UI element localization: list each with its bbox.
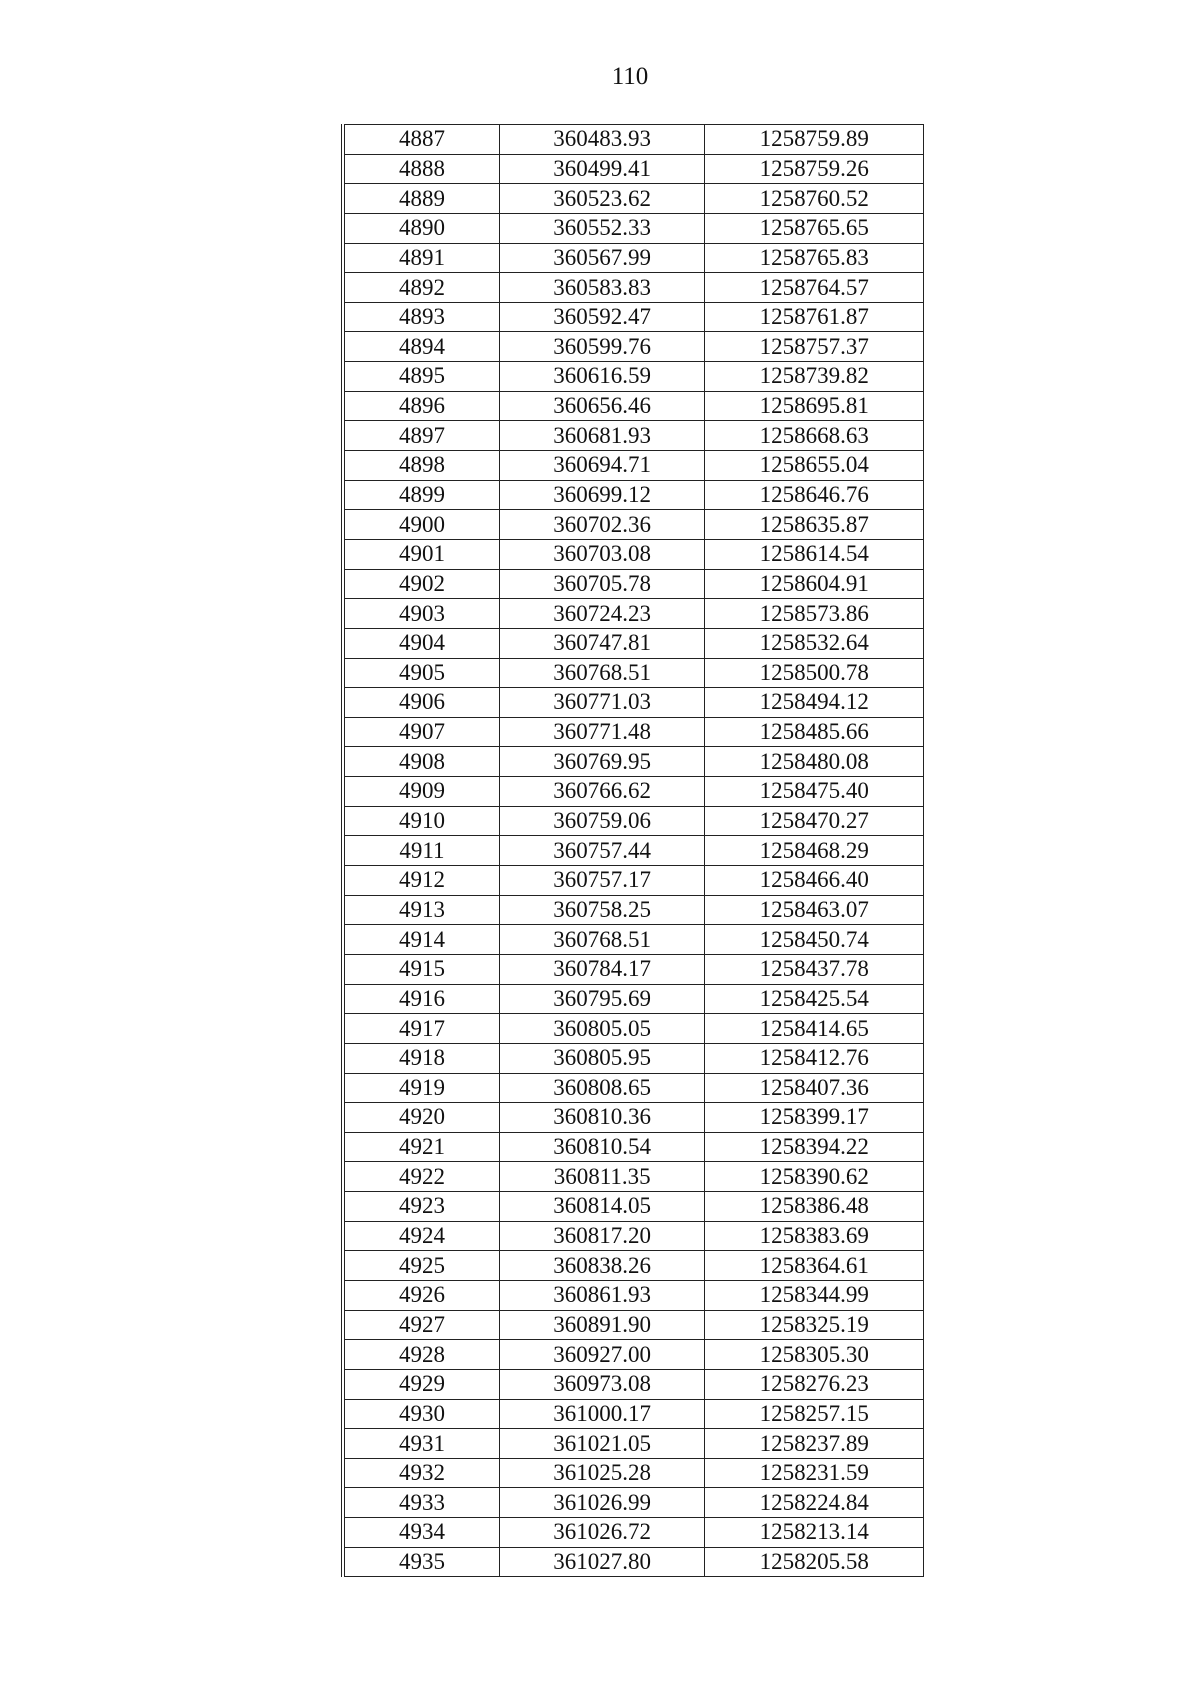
table-row xyxy=(343,777,924,807)
y-coordinate-cell: 1258325.19 xyxy=(705,1310,924,1340)
table-row xyxy=(343,421,924,451)
table-row xyxy=(343,1547,924,1577)
y-coordinate-cell: 1258765.83 xyxy=(705,243,924,273)
y-coordinate-cell: 1258764.57 xyxy=(705,273,924,303)
x-coordinate-cell: 360599.76 xyxy=(499,332,705,362)
table-row xyxy=(343,302,924,332)
x-coordinate-cell: 360771.03 xyxy=(499,688,705,718)
point-number-cell: 4905 xyxy=(343,658,499,688)
coordinates-table xyxy=(341,124,924,1577)
table-row xyxy=(343,1310,924,1340)
point-number-cell: 4904 xyxy=(343,628,499,658)
table-row xyxy=(343,954,924,984)
table-row xyxy=(343,184,924,214)
point-number-cell: 4908 xyxy=(343,747,499,777)
x-coordinate-cell: 360768.51 xyxy=(499,925,705,955)
x-coordinate-cell: 360771.48 xyxy=(499,717,705,747)
x-coordinate-cell: 360705.78 xyxy=(499,569,705,599)
x-coordinate-cell: 360699.12 xyxy=(499,480,705,510)
table-row xyxy=(343,747,924,777)
y-coordinate-cell: 1258450.74 xyxy=(705,925,924,955)
x-coordinate-cell: 360694.71 xyxy=(499,451,705,481)
y-coordinate-cell: 1258759.89 xyxy=(705,125,924,155)
table-row xyxy=(343,510,924,540)
x-coordinate-cell: 360768.51 xyxy=(499,658,705,688)
point-number-cell: 4893 xyxy=(343,302,499,332)
point-number-cell: 4907 xyxy=(343,717,499,747)
y-coordinate-cell: 1258224.84 xyxy=(705,1488,924,1518)
x-coordinate-cell: 360758.25 xyxy=(499,895,705,925)
y-coordinate-cell: 1258604.91 xyxy=(705,569,924,599)
point-number-cell: 4896 xyxy=(343,391,499,421)
y-coordinate-cell: 1258394.22 xyxy=(705,1132,924,1162)
y-coordinate-cell: 1258468.29 xyxy=(705,836,924,866)
x-coordinate-cell: 360861.93 xyxy=(499,1280,705,1310)
x-coordinate-cell: 360616.59 xyxy=(499,362,705,392)
table-row xyxy=(343,806,924,836)
y-coordinate-cell: 1258237.89 xyxy=(705,1429,924,1459)
table-row xyxy=(343,688,924,718)
y-coordinate-cell: 1258532.64 xyxy=(705,628,924,658)
point-number-cell: 4900 xyxy=(343,510,499,540)
y-coordinate-cell: 1258305.30 xyxy=(705,1340,924,1370)
table-row xyxy=(343,866,924,896)
x-coordinate-cell: 361026.72 xyxy=(499,1518,705,1548)
y-coordinate-cell: 1258646.76 xyxy=(705,480,924,510)
y-coordinate-cell: 1258386.48 xyxy=(705,1192,924,1222)
y-coordinate-cell: 1258695.81 xyxy=(705,391,924,421)
x-coordinate-cell: 361027.80 xyxy=(499,1547,705,1577)
point-number-cell: 4922 xyxy=(343,1162,499,1192)
y-coordinate-cell: 1258390.62 xyxy=(705,1162,924,1192)
y-coordinate-cell: 1258407.36 xyxy=(705,1073,924,1103)
point-number-cell: 4930 xyxy=(343,1399,499,1429)
x-coordinate-cell: 360592.47 xyxy=(499,302,705,332)
point-number-cell: 4902 xyxy=(343,569,499,599)
y-coordinate-cell: 1258573.86 xyxy=(705,599,924,629)
point-number-cell: 4912 xyxy=(343,866,499,896)
x-coordinate-cell: 360757.44 xyxy=(499,836,705,866)
y-coordinate-cell: 1258614.54 xyxy=(705,539,924,569)
table-row xyxy=(343,925,924,955)
point-number-cell: 4892 xyxy=(343,273,499,303)
y-coordinate-cell: 1258344.99 xyxy=(705,1280,924,1310)
point-number-cell: 4928 xyxy=(343,1340,499,1370)
x-coordinate-cell: 360681.93 xyxy=(499,421,705,451)
table-row xyxy=(343,1251,924,1281)
x-coordinate-cell: 360817.20 xyxy=(499,1221,705,1251)
table-row xyxy=(343,1014,924,1044)
point-number-cell: 4909 xyxy=(343,777,499,807)
table-row xyxy=(343,539,924,569)
y-coordinate-cell: 1258635.87 xyxy=(705,510,924,540)
x-coordinate-cell: 360795.69 xyxy=(499,984,705,1014)
y-coordinate-cell: 1258276.23 xyxy=(705,1369,924,1399)
x-coordinate-cell: 360810.54 xyxy=(499,1132,705,1162)
point-number-cell: 4925 xyxy=(343,1251,499,1281)
page-number: 110 xyxy=(611,63,649,90)
x-coordinate-cell: 360805.05 xyxy=(499,1014,705,1044)
x-coordinate-cell: 360810.36 xyxy=(499,1103,705,1133)
point-number-cell: 4917 xyxy=(343,1014,499,1044)
table-row xyxy=(343,243,924,273)
y-coordinate-cell: 1258500.78 xyxy=(705,658,924,688)
x-coordinate-cell: 360523.62 xyxy=(499,184,705,214)
point-number-cell: 4906 xyxy=(343,688,499,718)
table-row xyxy=(343,213,924,243)
table-row xyxy=(343,836,924,866)
point-number-cell: 4888 xyxy=(343,154,499,184)
x-coordinate-cell: 360499.41 xyxy=(499,154,705,184)
x-coordinate-cell: 360724.23 xyxy=(499,599,705,629)
x-coordinate-cell: 360552.33 xyxy=(499,213,705,243)
table-row xyxy=(343,451,924,481)
point-number-cell: 4897 xyxy=(343,421,499,451)
table-row xyxy=(343,1458,924,1488)
table-row xyxy=(343,1221,924,1251)
x-coordinate-cell: 360891.90 xyxy=(499,1310,705,1340)
y-coordinate-cell: 1258205.58 xyxy=(705,1547,924,1577)
y-coordinate-cell: 1258412.76 xyxy=(705,1043,924,1073)
y-coordinate-cell: 1258475.40 xyxy=(705,777,924,807)
x-coordinate-cell: 360656.46 xyxy=(499,391,705,421)
table-row xyxy=(343,1073,924,1103)
table-row xyxy=(343,1103,924,1133)
point-number-cell: 4890 xyxy=(343,213,499,243)
x-coordinate-cell: 360702.36 xyxy=(499,510,705,540)
table-row xyxy=(343,1043,924,1073)
x-coordinate-cell: 360567.99 xyxy=(499,243,705,273)
y-coordinate-cell: 1258470.27 xyxy=(705,806,924,836)
y-coordinate-cell: 1258383.69 xyxy=(705,1221,924,1251)
x-coordinate-cell: 360703.08 xyxy=(499,539,705,569)
point-number-cell: 4918 xyxy=(343,1043,499,1073)
point-number-cell: 4914 xyxy=(343,925,499,955)
x-coordinate-cell: 360784.17 xyxy=(499,954,705,984)
table-row xyxy=(343,1192,924,1222)
table-row xyxy=(343,1488,924,1518)
table-row xyxy=(343,1518,924,1548)
table-row xyxy=(343,569,924,599)
table-row xyxy=(343,628,924,658)
point-number-cell: 4910 xyxy=(343,806,499,836)
point-number-cell: 4903 xyxy=(343,599,499,629)
x-coordinate-cell: 360811.35 xyxy=(499,1162,705,1192)
y-coordinate-cell: 1258480.08 xyxy=(705,747,924,777)
y-coordinate-cell: 1258399.17 xyxy=(705,1103,924,1133)
y-coordinate-cell: 1258414.65 xyxy=(705,1014,924,1044)
x-coordinate-cell: 360808.65 xyxy=(499,1073,705,1103)
table-row xyxy=(343,1162,924,1192)
y-coordinate-cell: 1258437.78 xyxy=(705,954,924,984)
x-coordinate-cell: 360927.00 xyxy=(499,1340,705,1370)
table-row xyxy=(343,332,924,362)
point-number-cell: 4894 xyxy=(343,332,499,362)
table-row xyxy=(343,599,924,629)
y-coordinate-cell: 1258231.59 xyxy=(705,1458,924,1488)
point-number-cell: 4899 xyxy=(343,480,499,510)
y-coordinate-cell: 1258257.15 xyxy=(705,1399,924,1429)
point-number-cell: 4927 xyxy=(343,1310,499,1340)
point-number-cell: 4920 xyxy=(343,1103,499,1133)
point-number-cell: 4891 xyxy=(343,243,499,273)
x-coordinate-cell: 360805.95 xyxy=(499,1043,705,1073)
table-row xyxy=(343,1429,924,1459)
y-coordinate-cell: 1258494.12 xyxy=(705,688,924,718)
coordinates-table-body xyxy=(343,125,924,1577)
y-coordinate-cell: 1258425.54 xyxy=(705,984,924,1014)
point-number-cell: 4933 xyxy=(343,1488,499,1518)
y-coordinate-cell: 1258759.26 xyxy=(705,154,924,184)
table-row xyxy=(343,125,924,155)
point-number-cell: 4911 xyxy=(343,836,499,866)
x-coordinate-cell: 360973.08 xyxy=(499,1369,705,1399)
table-row xyxy=(343,1132,924,1162)
y-coordinate-cell: 1258485.66 xyxy=(705,717,924,747)
point-number-cell: 4913 xyxy=(343,895,499,925)
x-coordinate-cell: 360766.62 xyxy=(499,777,705,807)
table-row xyxy=(343,984,924,1014)
y-coordinate-cell: 1258466.40 xyxy=(705,866,924,896)
y-coordinate-cell: 1258760.52 xyxy=(705,184,924,214)
point-number-cell: 4934 xyxy=(343,1518,499,1548)
x-coordinate-cell: 360814.05 xyxy=(499,1192,705,1222)
table-row xyxy=(343,895,924,925)
x-coordinate-cell: 360757.17 xyxy=(499,866,705,896)
y-coordinate-cell: 1258655.04 xyxy=(705,451,924,481)
point-number-cell: 4887 xyxy=(343,125,499,155)
point-number-cell: 4915 xyxy=(343,954,499,984)
table-row xyxy=(343,1280,924,1310)
point-number-cell: 4889 xyxy=(343,184,499,214)
point-number-cell: 4898 xyxy=(343,451,499,481)
y-coordinate-cell: 1258463.07 xyxy=(705,895,924,925)
table-row xyxy=(343,154,924,184)
point-number-cell: 4932 xyxy=(343,1458,499,1488)
y-coordinate-cell: 1258364.61 xyxy=(705,1251,924,1281)
point-number-cell: 4931 xyxy=(343,1429,499,1459)
point-number-cell: 4916 xyxy=(343,984,499,1014)
point-number-cell: 4901 xyxy=(343,539,499,569)
x-coordinate-cell: 360583.83 xyxy=(499,273,705,303)
table-row xyxy=(343,362,924,392)
table-row xyxy=(343,717,924,747)
x-coordinate-cell: 361025.28 xyxy=(499,1458,705,1488)
table-row xyxy=(343,1399,924,1429)
y-coordinate-cell: 1258213.14 xyxy=(705,1518,924,1548)
table-row xyxy=(343,391,924,421)
point-number-cell: 4921 xyxy=(343,1132,499,1162)
x-coordinate-cell: 360747.81 xyxy=(499,628,705,658)
point-number-cell: 4935 xyxy=(343,1547,499,1577)
point-number-cell: 4919 xyxy=(343,1073,499,1103)
y-coordinate-cell: 1258739.82 xyxy=(705,362,924,392)
table-row xyxy=(343,1340,924,1370)
point-number-cell: 4929 xyxy=(343,1369,499,1399)
x-coordinate-cell: 360838.26 xyxy=(499,1251,705,1281)
y-coordinate-cell: 1258765.65 xyxy=(705,213,924,243)
x-coordinate-cell: 360759.06 xyxy=(499,806,705,836)
table-row xyxy=(343,658,924,688)
y-coordinate-cell: 1258761.87 xyxy=(705,302,924,332)
point-number-cell: 4895 xyxy=(343,362,499,392)
y-coordinate-cell: 1258757.37 xyxy=(705,332,924,362)
point-number-cell: 4923 xyxy=(343,1192,499,1222)
y-coordinate-cell: 1258668.63 xyxy=(705,421,924,451)
point-number-cell: 4924 xyxy=(343,1221,499,1251)
x-coordinate-cell: 361000.17 xyxy=(499,1399,705,1429)
x-coordinate-cell: 361021.05 xyxy=(499,1429,705,1459)
table-row xyxy=(343,1369,924,1399)
x-coordinate-cell: 360769.95 xyxy=(499,747,705,777)
x-coordinate-cell: 360483.93 xyxy=(499,125,705,155)
x-coordinate-cell: 361026.99 xyxy=(499,1488,705,1518)
point-number-cell: 4926 xyxy=(343,1280,499,1310)
table-row xyxy=(343,480,924,510)
table-row xyxy=(343,273,924,303)
